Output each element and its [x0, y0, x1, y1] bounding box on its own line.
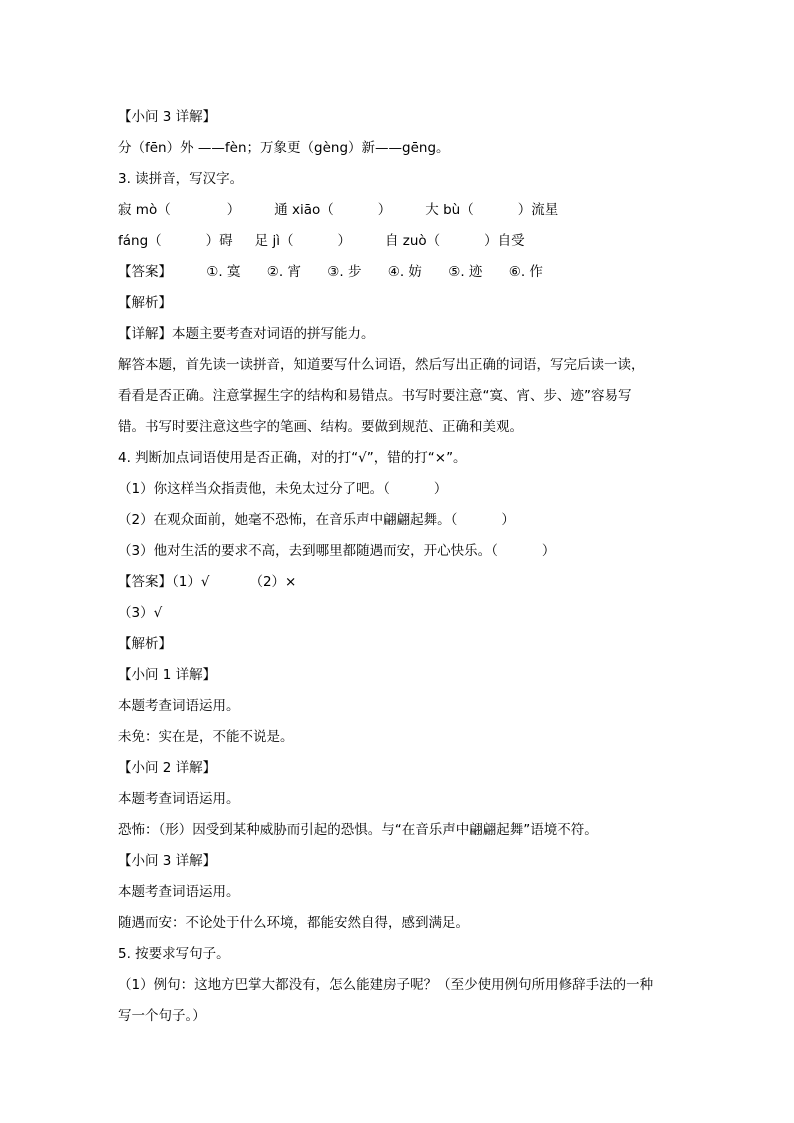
subquestion-1-heading: 【小问 1 详解】 [118, 667, 217, 683]
question-3-answer [118, 257, 688, 288]
subquestion-2-heading: 【小问 2 详解】 [118, 760, 217, 776]
blank-4-prompt: fáng（ [118, 233, 162, 249]
blank-3-prompt: 大 bù（ [425, 202, 474, 218]
analysis-heading: 【解析】 [118, 295, 172, 311]
pinyin-explanation: 分（fēn）外 ——fèn；万象更（gèng）新——gēng。 [118, 140, 450, 156]
detail-paragraph-line: 错。书写时要注意这些字的笔画、结构。要做到规范、正确和美观。 [118, 419, 523, 435]
blank-1-prompt: 寂 mò（ [118, 202, 171, 218]
subquestion-3-heading: 【小问 3 详解】 [118, 853, 217, 869]
answer-item: ①. 寞 [206, 264, 241, 280]
subquestion-text: 随遇而安：不论处于什么环境，都能安然自得，感到满足。 [118, 915, 469, 931]
document-page [118, 102, 688, 1032]
subquestion-text: 未免：实在是，不能不说是。 [118, 729, 294, 745]
detail-text: 【详解】本题主要考查对词语的拼写能力。 [118, 326, 375, 342]
analysis-heading: 【解析】 [118, 636, 172, 652]
answer-item: ⑤. 迹 [448, 264, 483, 280]
answer-item: ②. 宵 [266, 264, 301, 280]
blank-5-prompt: 足 jì（ [254, 233, 294, 249]
answer-item: ⑥. 作 [508, 264, 543, 280]
question-4-title: 4. 判断加点词语使用是否正确，对的打“√”，错的打“×”。 [118, 450, 467, 466]
subquestion-text: 恐怖：（形）因受到某种威胁而引起的恐惧。与“在音乐声中翩翩起舞”语境不符。 [118, 822, 598, 838]
detail-paragraph-line: 看看是否正确。注意掌握生字的结构和易错点。书写时要注意“寞、宵、步、迹”容易写 [118, 388, 632, 404]
question-4-item-1: （1）你这样当众指责他，未免太过分了吧。（ ） [118, 481, 448, 497]
question-3-title: 3. 读拼音，写汉字。 [118, 171, 244, 187]
question-4-item-3: （3）他对生活的要求不高，去到哪里都随遇而安，开心快乐。（ ） [118, 543, 556, 559]
question-3-row-2: fáng（ ）碍 足 jì（ ） 自 zuò（ ）自受 [118, 233, 525, 249]
subquestion-text: 本题考查词语运用。 [118, 698, 240, 714]
question-4-item-2: （2）在观众面前，她毫不恐怖，在音乐声中翩翩起舞。（ ） [118, 512, 515, 528]
subquestion-3-heading: 【小问 3 详解】 [118, 109, 217, 125]
answer-item: ④. 妨 [387, 264, 422, 280]
question-5-title: 5. 按要求写句子。 [118, 946, 230, 962]
answer-item: ③. 步 [327, 264, 362, 280]
blank-6-prompt: 自 zuò（ [384, 233, 441, 249]
question-5-item-1: （1）例句：这地方巴掌大都没有，怎么能建房子呢？（至少使用例句所用修辞手法的一种 [118, 977, 654, 993]
blank-2-prompt: 通 xiāo（ [274, 202, 334, 218]
question-4-answer: 【答案】（1）√ （2）× [118, 574, 297, 590]
answer-label: 【答案】 [118, 264, 172, 280]
subquestion-text: 本题考查词语运用。 [118, 884, 240, 900]
subquestion-text: 本题考查词语运用。 [118, 791, 240, 807]
question-3-row-1: 寂 mò（ ） 通 xiāo（ ） 大 bù（ ）流星 [118, 202, 559, 218]
question-5-item-1-cont: 写一个句子。） [118, 1008, 206, 1024]
question-4-answer-cont: （3）√ [118, 605, 163, 621]
detail-paragraph-line: 解答本题，首先读一读拼音，知道要写什么词语，然后写出正确的词语，写完后读一读， [118, 357, 645, 373]
